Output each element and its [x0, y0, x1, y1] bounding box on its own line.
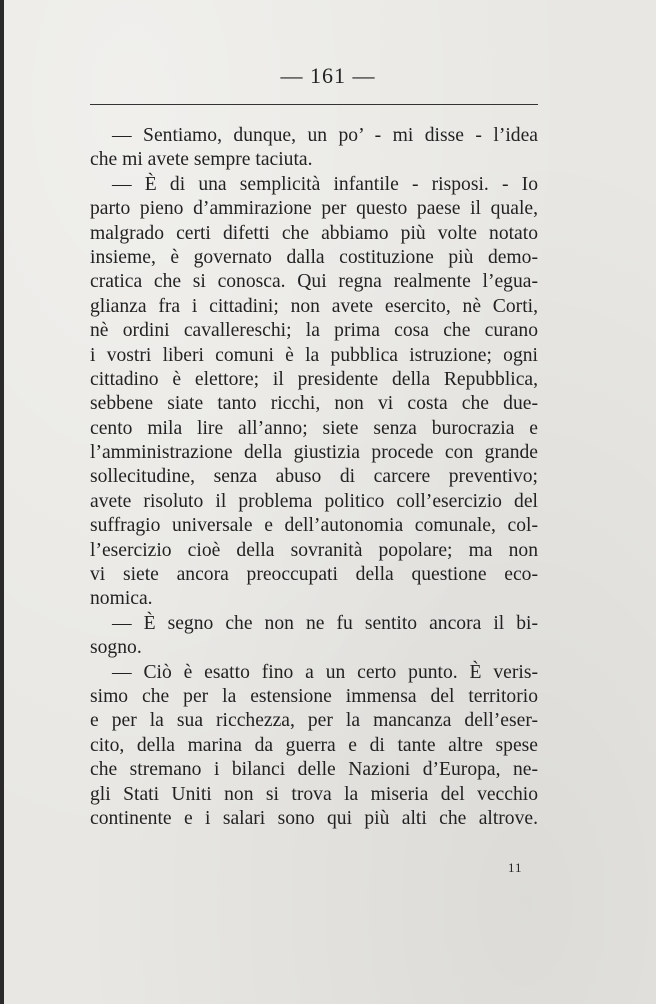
page-number: — 161 —: [280, 63, 376, 88]
page-edge-shadow: [0, 0, 4, 1004]
text-line: gli Stati Uniti non si trova la miseria del vecchio: [90, 783, 538, 805]
text-line: nomica.: [90, 588, 153, 610]
text-line: cito, della marina da guerra e di tante altre spese: [90, 734, 538, 756]
text-line: sebbene siate tanto ricchi, non vi costa che due-: [90, 393, 538, 415]
text-line: sogno.: [90, 637, 142, 659]
text-line: glianza fra i cittadini; non avete esercito, nè Corti,: [90, 295, 538, 317]
text-line: cratica che si conosca. Qui regna realmente l’egua-: [90, 271, 538, 293]
text-line: insieme, è governato dalla costituzione più demo-: [90, 246, 538, 268]
body-text: [90, 124, 538, 831]
text-line: — Sentiamo, dunque, un po’ - mi disse - l’idea: [112, 125, 538, 146]
text-line: continente e i salari sono qui più alti che altrove.: [90, 807, 538, 829]
text-line: malgrado certi difetti che abbiamo più volte notato: [90, 222, 538, 244]
text-line: i vostri liberi comuni è la pubblica istruzione; ogni: [90, 344, 538, 366]
header-rule: [90, 104, 538, 105]
text-line: e per la sua ricchezza, per la mancanza dell’eser-: [90, 710, 538, 732]
text-line: sollecitudine, senza abuso di carcere preventivo;: [90, 466, 538, 488]
text-line: cittadino è elettore; il presidente della Repubblica,: [90, 368, 538, 390]
text-line: — È segno che non ne fu sentito ancora il bi-: [112, 612, 538, 634]
text-line: suffragio universale e dell’autonomia comunale, col-: [90, 515, 538, 537]
text-line: avete risoluto il problema politico coll’esercizio del: [90, 490, 538, 512]
text-line: nè ordini cavallereschi; la prima cosa che curano: [90, 320, 538, 342]
text-line: l’esercizio cioè della sovranità popolare; ma non: [90, 539, 538, 561]
text-line: che stremano i bilanci delle Nazioni d’Europa, ne-: [90, 759, 538, 781]
signature-mark: 11: [508, 860, 523, 875]
text-line: vi siete ancora preoccupati della questione eco-: [90, 564, 538, 586]
text-line: parto pieno d’ammirazione per questo paese il quale,: [90, 198, 538, 220]
text-line: l’amministrazione della giustizia procede con grande: [90, 442, 538, 464]
text-line: — Ciò è esatto fino a un certo punto. È veris-: [112, 661, 538, 683]
text-line: cento mila lire all’anno; siete senza burocrazia e: [90, 417, 538, 439]
text-line: che mi avete sempre taciuta.: [90, 149, 313, 171]
text-line: simo che per la estensione immensa del territorio: [90, 685, 538, 707]
text-line: — È di una semplicità infantile - risposi. - Io: [112, 173, 538, 195]
